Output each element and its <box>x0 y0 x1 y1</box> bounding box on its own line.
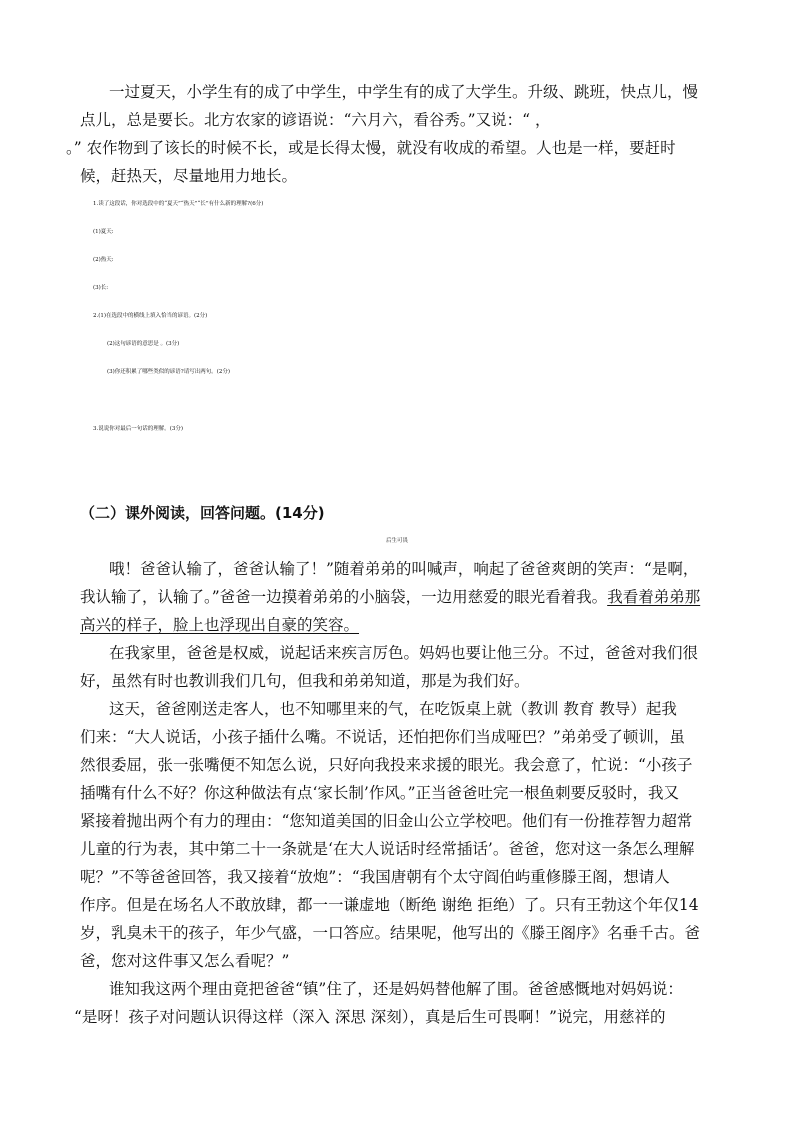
story-p2-line-1: 在我家里，爸爸是权威，说起话来疾言厉色。妈妈也要让他三分。不过，爸爸对我们很 <box>109 644 699 662</box>
story-p3-line-5: 紧接着抛出两个有力的理由：“您知道美国的旧金山公立学校吧。他们有一份推荐智力超常 <box>80 812 693 830</box>
passage1-line-3: 。” 农作物到了该长的时候不长，或是长得太慢，就没有收成的希望。人也是一样，要赶时 <box>66 139 676 157</box>
story-p3-line-4: 插嘴有什么不好？你这种做法有点‘家长制’作风。”正当爸爸吐完一根鱼刺要反驳时，我又 <box>80 784 680 802</box>
passage1-line-1: 一过夏天，小学生有的成了中学生，中学生有的成了大学生。升级、跳班，快点儿，慢 <box>109 83 699 101</box>
story-p3-line-3: 然很委屈，张一张嘴便不知怎么说，只好向我投来求援的眼光。我会意了，忙说：“小孩子 <box>80 756 693 774</box>
story-p3-line-8: 作序。但是在场名人不敢放肆，都一一谦虚地（断绝 谢绝 拒绝）了。只有王勃这个年仅14 <box>80 896 699 914</box>
story-p1-line-1: 哦！爸爸认输了，爸爸认输了！”随着弟弟的叫喊声，响起了爸爸爽朗的笑声：“是啊， <box>109 560 699 578</box>
question-1-b: (2)热天: <box>93 257 114 263</box>
story-p2-line-2: 好，虽然有时也教训我们几句，但我和弟弟知道，那是为我们好。 <box>80 672 530 690</box>
story-title: 后生可畏 <box>385 538 408 544</box>
section-2-heading: （二）课外阅读，回答问题。(14分) <box>80 504 325 522</box>
story-p1-line-3 <box>80 614 720 636</box>
story-p3-line-6: 儿童的行为表，其中第二十一条就是‘在大人说话时经常插话’。爸爸，您对这一条怎么理解 <box>80 840 695 858</box>
question-2-c: (3)你还积累了哪些类似的谚语?请写出两句。(2分) <box>107 369 231 375</box>
story-p3-line-10: 爸，您对这件事又怎么看呢？” <box>80 952 290 970</box>
question-1: 1.读了这段话，你对选段中的“夏天”“热天”“长”有什么新的理解?(6分) <box>93 201 264 207</box>
story-p1-line-2-text: 我认输了，认输了。”爸爸一边摸着弟弟的小脑袋，一边用慈爱的眼光看着我。 <box>80 588 608 606</box>
story-p3-line-7: 呢？”不等爸爸回答，我又接着“放炮”：“我国唐朝有个太守阎伯屿重修滕王阁，想请人 <box>80 868 670 886</box>
story-p4-line-1: 谁知我这两个理由竟把爸爸“镇”住了，还是妈妈替他解了围。爸爸感慨地对妈妈说： <box>109 980 683 998</box>
story-p1-line-2 <box>80 586 720 608</box>
question-1-c: (3)长: <box>93 285 109 291</box>
story-p4-line-2: “是呀！孩子对问题认识得这样（深入 深思 深刻），真是后生可畏啊！”说完，用慈祥的 <box>74 1008 666 1026</box>
story-p3-line-9: 岁，乳臭未干的孩子，年少气盛，一口答应。结果呢，他写出的《滕王阁序》名垂千古。爸 <box>80 924 701 942</box>
story-p3-line-2: 们来：“大人说话，小孩子插什么嘴。不说话，还怕把你们当成哑巴？”弟弟受了顿训，虽 <box>80 728 685 746</box>
story-p1-underlined-end: 高兴的样子，脸上也浮现出自豪的笑容。 <box>80 616 360 634</box>
passage1-line-4: 候，赶热天，尽量地用力地长。 <box>80 167 298 185</box>
question-2: 2.(1)在选段中的横线上填入恰当的谚语。(2分) <box>93 313 208 319</box>
question-3: 3.说说你对最后一句话的理解。(3分) <box>93 426 184 432</box>
story-p1-underlined-start: 我看着弟弟那 <box>607 588 701 606</box>
story-p3-line-1: 这天，爸爸刚送走客人，也不知哪里来的气，在吃饭桌上就（教训 教育 教导）起我 <box>109 700 677 718</box>
question-2-b: (2)这句谚语的意思是 。(3分) <box>107 341 180 347</box>
question-1-a: (1)夏天: <box>93 229 114 235</box>
passage1-line-2: 点儿，总是要长。北方农家的谚语说：“六月六，看谷秀。”又说：“ ， <box>80 111 551 129</box>
